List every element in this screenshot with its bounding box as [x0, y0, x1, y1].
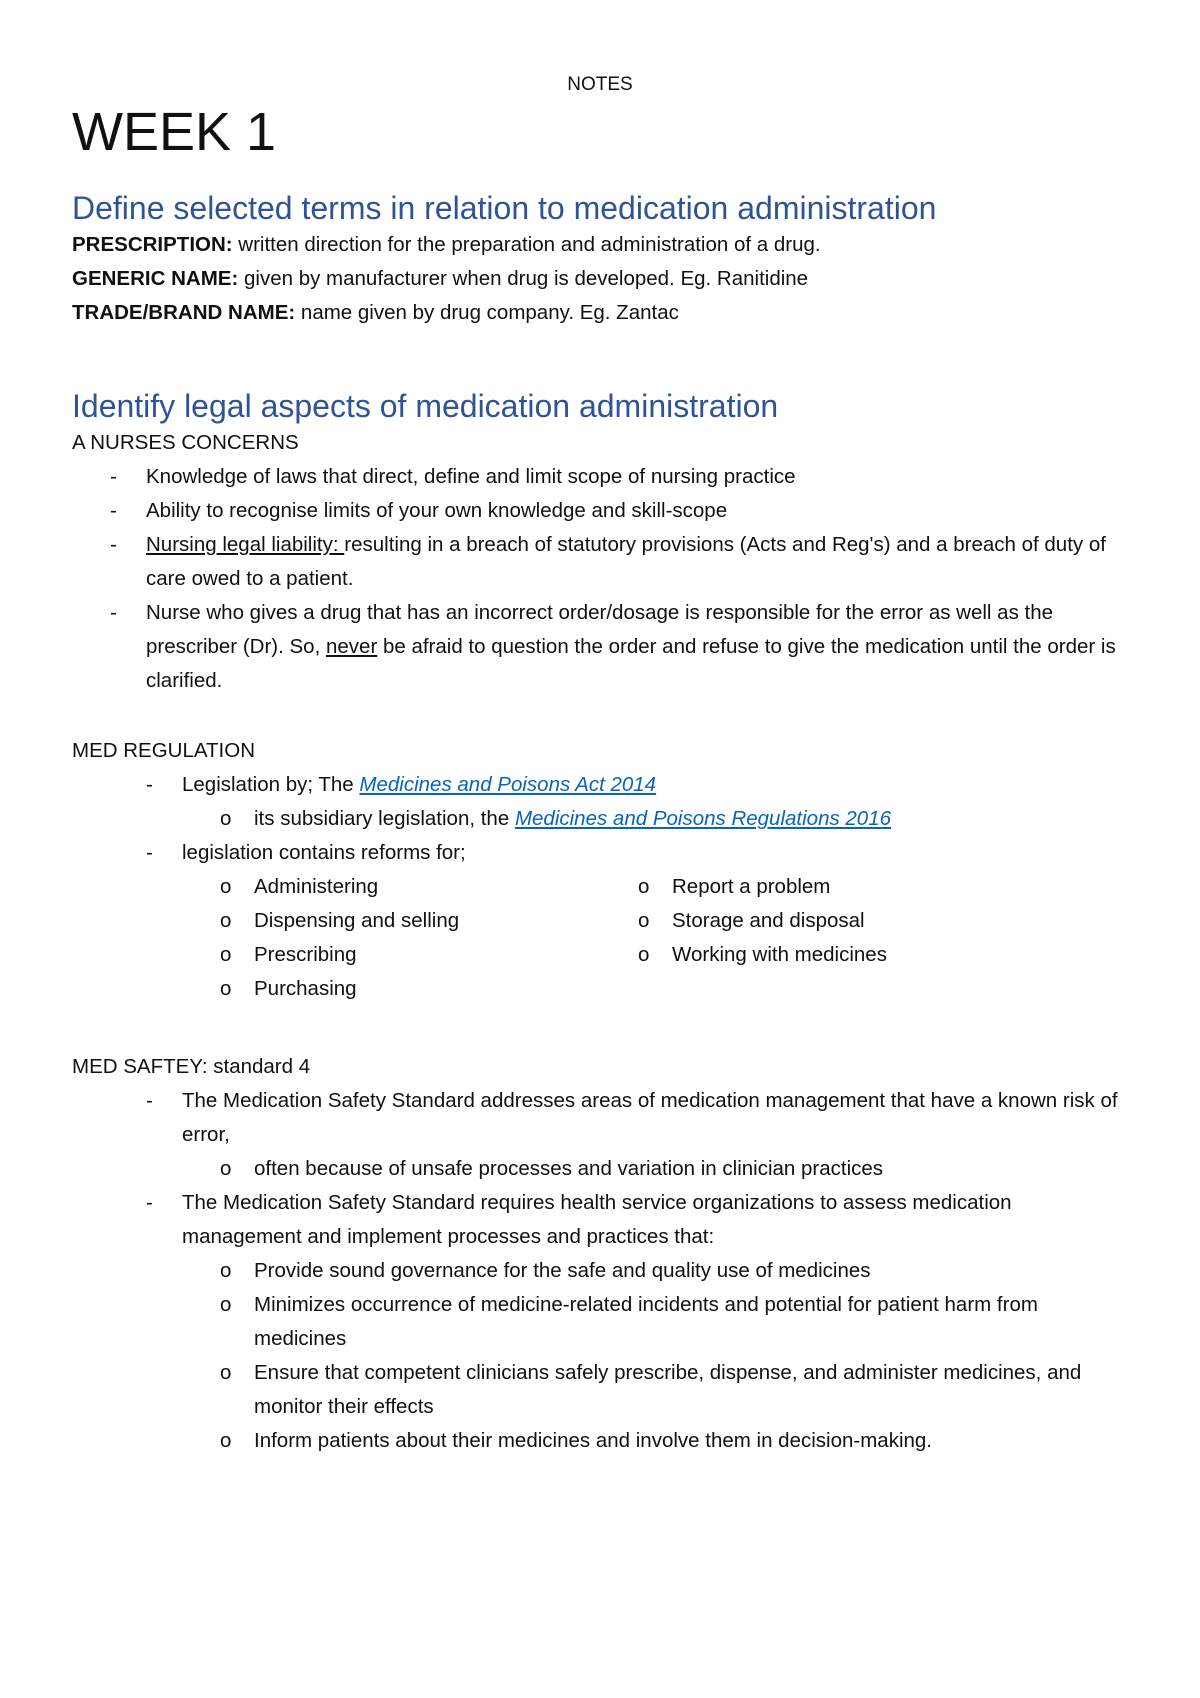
never-emphasis: never: [325, 635, 378, 658]
list-item-text: resulting in a breach of statutory provisions (Acts and Reg's) and a breach of duty of care owed to a patient.: [146, 533, 1106, 590]
list-item: o Dispensing and selling: [72, 904, 638, 938]
list-item: [72, 528, 1128, 596]
list-item: - Knowledge of laws that direct, define and limit scope of nursing practice: [72, 460, 1128, 494]
list-item-text: Nurse who gives a drug that has an incorrect order/dosage is responsible for the error as well as the prescriber (Dr). So,: [146, 601, 1054, 658]
list-item: o Administering: [72, 870, 638, 904]
term-label: TRADE/BRAND NAME:: [72, 301, 296, 324]
section-define-terms: [72, 188, 1128, 330]
list-item: [72, 768, 1128, 802]
subsidiary-list: [72, 802, 1128, 836]
legal-liability-term: Nursing legal liability:: [146, 533, 345, 556]
safety-list-2: [72, 1186, 1128, 1254]
week-title: WEEK 1: [72, 102, 277, 162]
list-item: o Provide sound governance for the safe and quality use of medicines: [72, 1254, 1128, 1288]
term-text: given by manufacturer when drug is developed. Eg. Ranitidine: [238, 267, 809, 290]
list-item: - The Medication Safety Standard requires health service organizations to assess medication management and implement processes and practices that:: [72, 1186, 1128, 1254]
term-trade-name: [72, 296, 1128, 330]
list-item: [72, 802, 1128, 836]
term-generic-name: [72, 262, 1128, 296]
list-item: o Report a problem: [638, 870, 1128, 904]
reforms-columns: [72, 870, 1128, 1006]
list-item: o Working with medicines: [638, 938, 1128, 972]
list-item: o Minimizes occurrence of medicine-related incidents and potential for patient harm from medicines: [72, 1288, 1128, 1356]
medicines-poisons-act-link[interactable]: Medicines and Poisons Act 2014: [359, 773, 657, 796]
list-item: [72, 596, 1128, 698]
reforms-left-list: [72, 870, 638, 1006]
list-item: o Storage and disposal: [638, 904, 1128, 938]
page-header: NOTES: [567, 74, 633, 95]
regulation-heading: MED REGULATION: [72, 739, 255, 762]
list-item-text: its subsidiary legislation, the: [254, 807, 515, 830]
list-item: - legislation contains reforms for;: [72, 836, 1128, 870]
safety-sublist-2: [72, 1254, 1128, 1458]
term-prescription: [72, 228, 1128, 262]
list-item: o Purchasing: [72, 972, 638, 1006]
section-med-safety: [72, 1050, 1128, 1458]
nurses-concerns-list: [72, 460, 1128, 698]
term-text: written direction for the preparation and administration of a drug.: [232, 233, 821, 256]
list-item: o often because of unsafe processes and variation in clinician practices: [72, 1152, 1128, 1186]
list-item-text: be afraid to question the order and refuse to give the medication until the order is clarified.: [146, 635, 1116, 692]
list-item: o Inform patients about their medicines and involve them in decision-making.: [72, 1424, 1128, 1458]
reforms-right-list: [638, 870, 1128, 1006]
safety-heading: MED SAFTEY: standard 4: [72, 1055, 311, 1078]
list-item: o Prescribing: [72, 938, 638, 972]
section-heading-legal: Identify legal aspects of medication administration: [72, 388, 779, 424]
section-med-regulation: [72, 734, 1128, 1006]
reforms-intro-list: [72, 836, 1128, 870]
section-legal-aspects: [72, 386, 1128, 698]
list-item: - Ability to recognise limits of your own knowledge and skill-scope: [72, 494, 1128, 528]
list-item: - The Medication Safety Standard addresses areas of medication management that have a known risk of error,: [72, 1084, 1128, 1152]
section-heading-terms: Define selected terms in relation to medication administration: [72, 190, 937, 226]
safety-sublist-1: [72, 1152, 1128, 1186]
term-text: name given by drug company. Eg. Zantac: [295, 301, 679, 324]
medicines-poisons-regulations-link[interactable]: Medicines and Poisons Regulations 2016: [514, 807, 892, 830]
safety-list-1: [72, 1084, 1128, 1152]
term-label: GENERIC NAME:: [72, 267, 239, 290]
list-item-text: Legislation by; The: [182, 773, 360, 796]
nurses-concerns-heading: A NURSES CONCERNS: [72, 431, 299, 454]
term-label: PRESCRIPTION:: [72, 233, 233, 256]
list-item: o Ensure that competent clinicians safely prescribe, dispense, and administer medicines, and monitor their effects: [72, 1356, 1128, 1424]
regulation-list: [72, 768, 1128, 802]
